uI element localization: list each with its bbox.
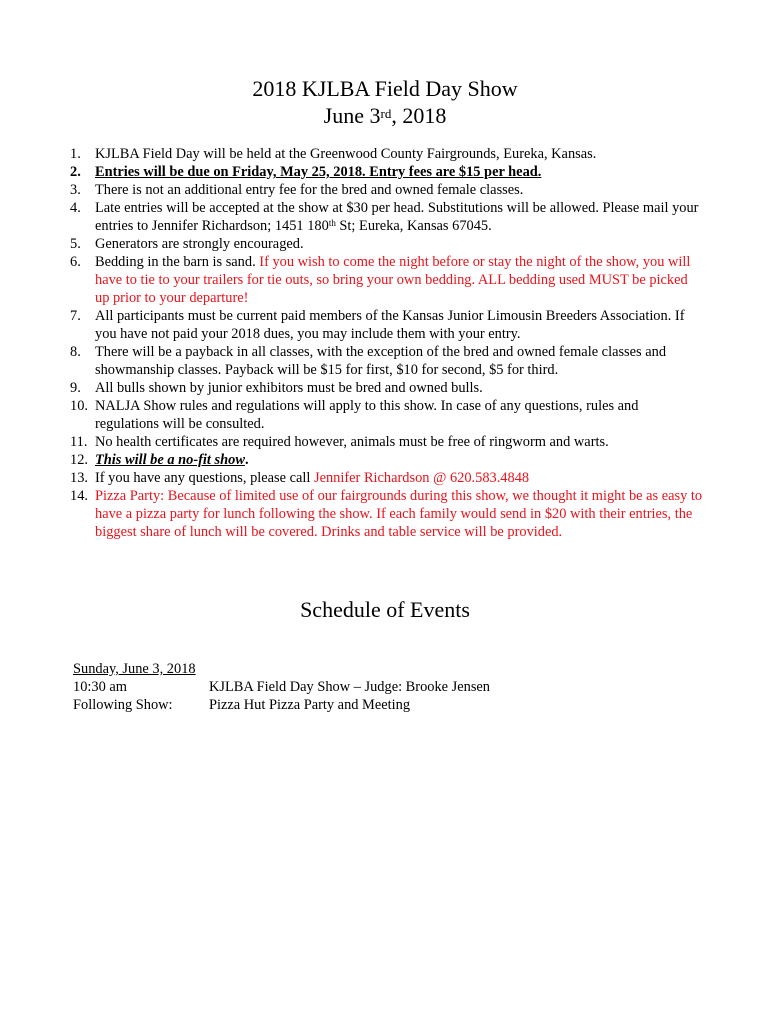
list-item	[70, 145, 705, 163]
list-item	[70, 343, 705, 379]
list-item	[70, 451, 705, 469]
item-text-emphasis: This will be a no-fit show	[95, 452, 245, 468]
item-number: 8.	[70, 344, 81, 360]
item-number: 6.	[70, 254, 81, 270]
item-text: Bedding in the barn is sand.	[95, 254, 260, 270]
rules-list	[70, 145, 705, 541]
list-item	[70, 469, 705, 487]
list-item	[70, 307, 705, 343]
item-number: 4.	[70, 200, 81, 216]
item-number: 3.	[70, 182, 81, 198]
list-item	[70, 397, 705, 433]
schedule-time: Following Show:	[73, 697, 173, 713]
list-item	[70, 433, 705, 451]
item-text-red: Pizza Party: Because of limited use of our fairgrounds during this show, we thought it might be as easy to have a pizza party for lunch following the show. If each family would send in $20 with their entries, the biggest share of lunch will be covered. Drinks and table service will be provided.	[95, 488, 703, 540]
item-text: All bulls shown by junior exhibitors must be bred and owned bulls.	[95, 380, 483, 396]
item-text: Late entries will be accepted at the show at $30 per head. Substitutions will be allowed. Please mail your entries to Jennifer Richardson; 1451 180	[95, 200, 699, 234]
schedule-time: 10:30 am	[73, 679, 127, 695]
item-number: 2.	[70, 164, 81, 180]
item-text-emphasis: Entries will be due on Friday, May 25, 2018. Entry fees are $15 per head.	[95, 164, 542, 180]
list-item	[70, 163, 705, 181]
page-title: 2018 KJLBA Field Day Show	[252, 76, 518, 101]
schedule-title: Schedule of Events	[300, 597, 470, 622]
item-text: There will be a payback in all classes, with the exception of the bred and owned female classes and showmanship classes. Payback will be $15 for first, $10 for second, $5 for third.	[95, 344, 667, 378]
list-item	[70, 253, 705, 307]
item-text-end: St; Eureka, Kansas 67045.	[335, 218, 492, 234]
item-number: 1.	[70, 146, 81, 162]
date-superscript: rd	[380, 106, 392, 121]
schedule-event: Pizza Hut Pizza Party and Meeting	[209, 697, 411, 713]
schedule-section	[73, 660, 491, 714]
item-number: 14.	[70, 488, 88, 504]
item-number: 11.	[70, 434, 88, 450]
item-number: 10.	[70, 398, 88, 414]
item-number: 5.	[70, 236, 81, 252]
item-number: 7.	[70, 308, 81, 324]
schedule-row	[73, 696, 411, 714]
item-text: There is not an additional entry fee for the bred and owned female classes.	[95, 182, 524, 198]
date-prefix: June 3	[323, 103, 381, 128]
schedule-event: KJLBA Field Day Show – Judge: Brooke Jensen	[209, 679, 491, 695]
item-text: KJLBA Field Day will be held at the Greenwood County Fairgrounds, Eureka, Kansas.	[95, 146, 597, 162]
list-item	[70, 199, 705, 235]
list-item	[70, 181, 705, 199]
item-text: Generators are strongly encouraged.	[95, 236, 304, 252]
ordinal-superscript: th	[328, 218, 336, 228]
date-suffix: , 2018	[391, 103, 447, 128]
item-number: 12.	[70, 452, 88, 468]
item-number: 13.	[70, 470, 88, 486]
schedule-row	[73, 678, 491, 696]
item-text: NALJA Show rules and regulations will apply to this show. In case of any questions, rules and regulations will be consulted.	[95, 398, 639, 432]
item-text-end: .	[244, 452, 249, 468]
list-item	[70, 235, 705, 253]
item-text: No health certificates are required however, animals must be free of ringworm and warts.	[95, 434, 609, 450]
list-item	[70, 487, 705, 541]
item-text: If you have any questions, please call	[95, 470, 314, 486]
list-item	[70, 379, 705, 397]
contact-phone: Jennifer Richardson @ 620.583.4848	[314, 470, 530, 486]
page-date	[0, 102, 770, 130]
item-text: All participants must be current paid members of the Kansas Junior Limousin Breeders Association. If you have not paid your 2018 dues, you may include them with your entry.	[95, 308, 685, 342]
schedule-day: Sunday, June 3, 2018	[73, 661, 196, 677]
item-number: 9.	[70, 380, 81, 396]
item-text-red: If you wish to come the night before or stay the night of the show, you will have to tie to your trailers for tie outs, so bring your own bedding. ALL bedding used MUST be picked up prior to your departure!	[95, 254, 691, 306]
